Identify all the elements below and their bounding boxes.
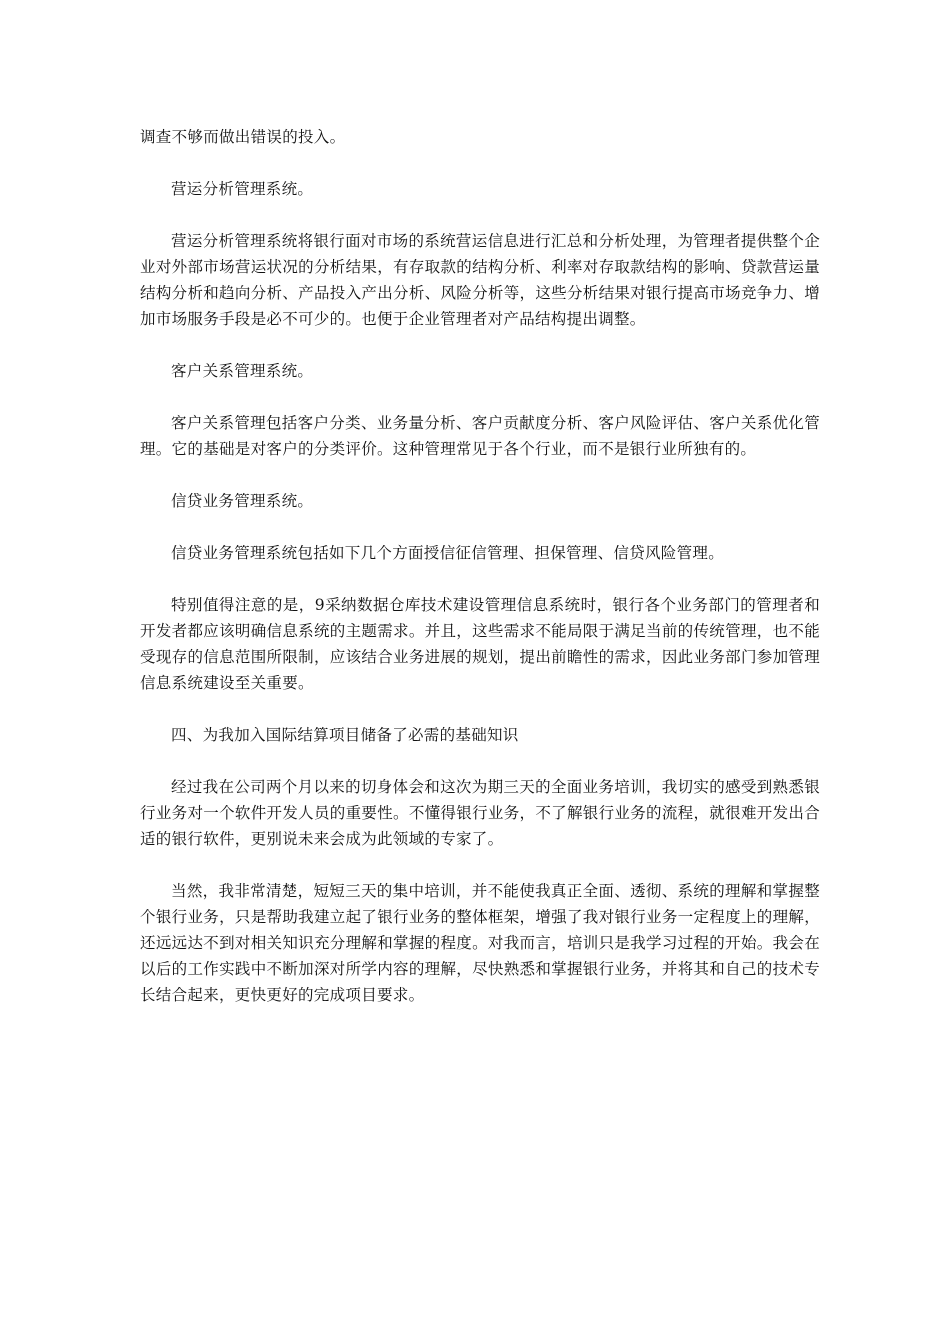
paragraph-conclusion: 当然，我非常清楚，短短三天的集中培训，并不能使我真正全面、透彻、系统的理解和掌握整个银行业务，只是帮助我建立起了银行业务的整体框架，增强了我对银行业务一定程度上的理解，还远远达不到对相关知识充分理解和掌握的程度。对我而言，培训只是我学习过程的开始。我会在以后的工作实践中不断加深对所学内容的理解，尽快熟悉和掌握银行业务，并将其和自己的技术专长结合起来，更快更好的完成项目要求。	[140, 882, 820, 1004]
section-heading-international-settlement: 四、为我加入国际结算项目储备了必需的基础知识	[171, 726, 519, 744]
section-heading-credit: 信贷业务管理系统。	[171, 492, 314, 510]
document-body	[140, 124, 820, 1034]
paragraph-continuation: 调查不够而做出错误的投入。	[140, 128, 346, 146]
paragraph-data-warehouse: 特别值得注意的是，9采纳数据仓库技术建设管理信息系统时，银行各个业务部门的管理者和开发者都应该明确信息系统的主题需求。并且，这些需求不能局限于满足当前的传统管理，也不能受现存的信息范围所限制，应该结合业务进展的规划，提出前瞻性的需求，因此业务部门参加管理信息系统建设至关重要。	[140, 596, 820, 692]
paragraph-credit: 信贷业务管理系统包括如下几个方面授信征信管理、担保管理、信贷风险管理。	[171, 544, 725, 562]
section-heading-operations-analysis: 营运分析管理系统。	[171, 180, 314, 198]
paragraph-crm: 客户关系管理包括客户分类、业务量分析、客户贡献度分析、客户风险评估、客户关系优化管理。它的基础是对客户的分类评价。这种管理常见于各个行业，而不是银行业所独有的。	[140, 414, 820, 458]
section-heading-crm: 客户关系管理系统。	[171, 362, 314, 380]
paragraph-operations-analysis: 营运分析管理系统将银行面对市场的系统营运信息进行汇总和分析处理，为管理者提供整个企业对外部市场营运状况的分析结果，有存取款的结构分析、利率对存取款结构的影响、贷款营运量结构分析和趋向分析、产品投入产出分析、风险分析等，这些分析结果对银行提高市场竞争力、增加市场服务手段是必不可少的。也便于企业管理者对产品结构提出调整。	[140, 232, 820, 328]
paragraph-experience: 经过我在公司两个月以来的切身体会和这次为期三天的全面业务培训，我切实的感受到熟悉银行业务对一个软件开发人员的重要性。不懂得银行业务，不了解银行业务的流程，就很难开发出合适的银行软件，更别说未来会成为此领域的专家了。	[140, 778, 820, 848]
